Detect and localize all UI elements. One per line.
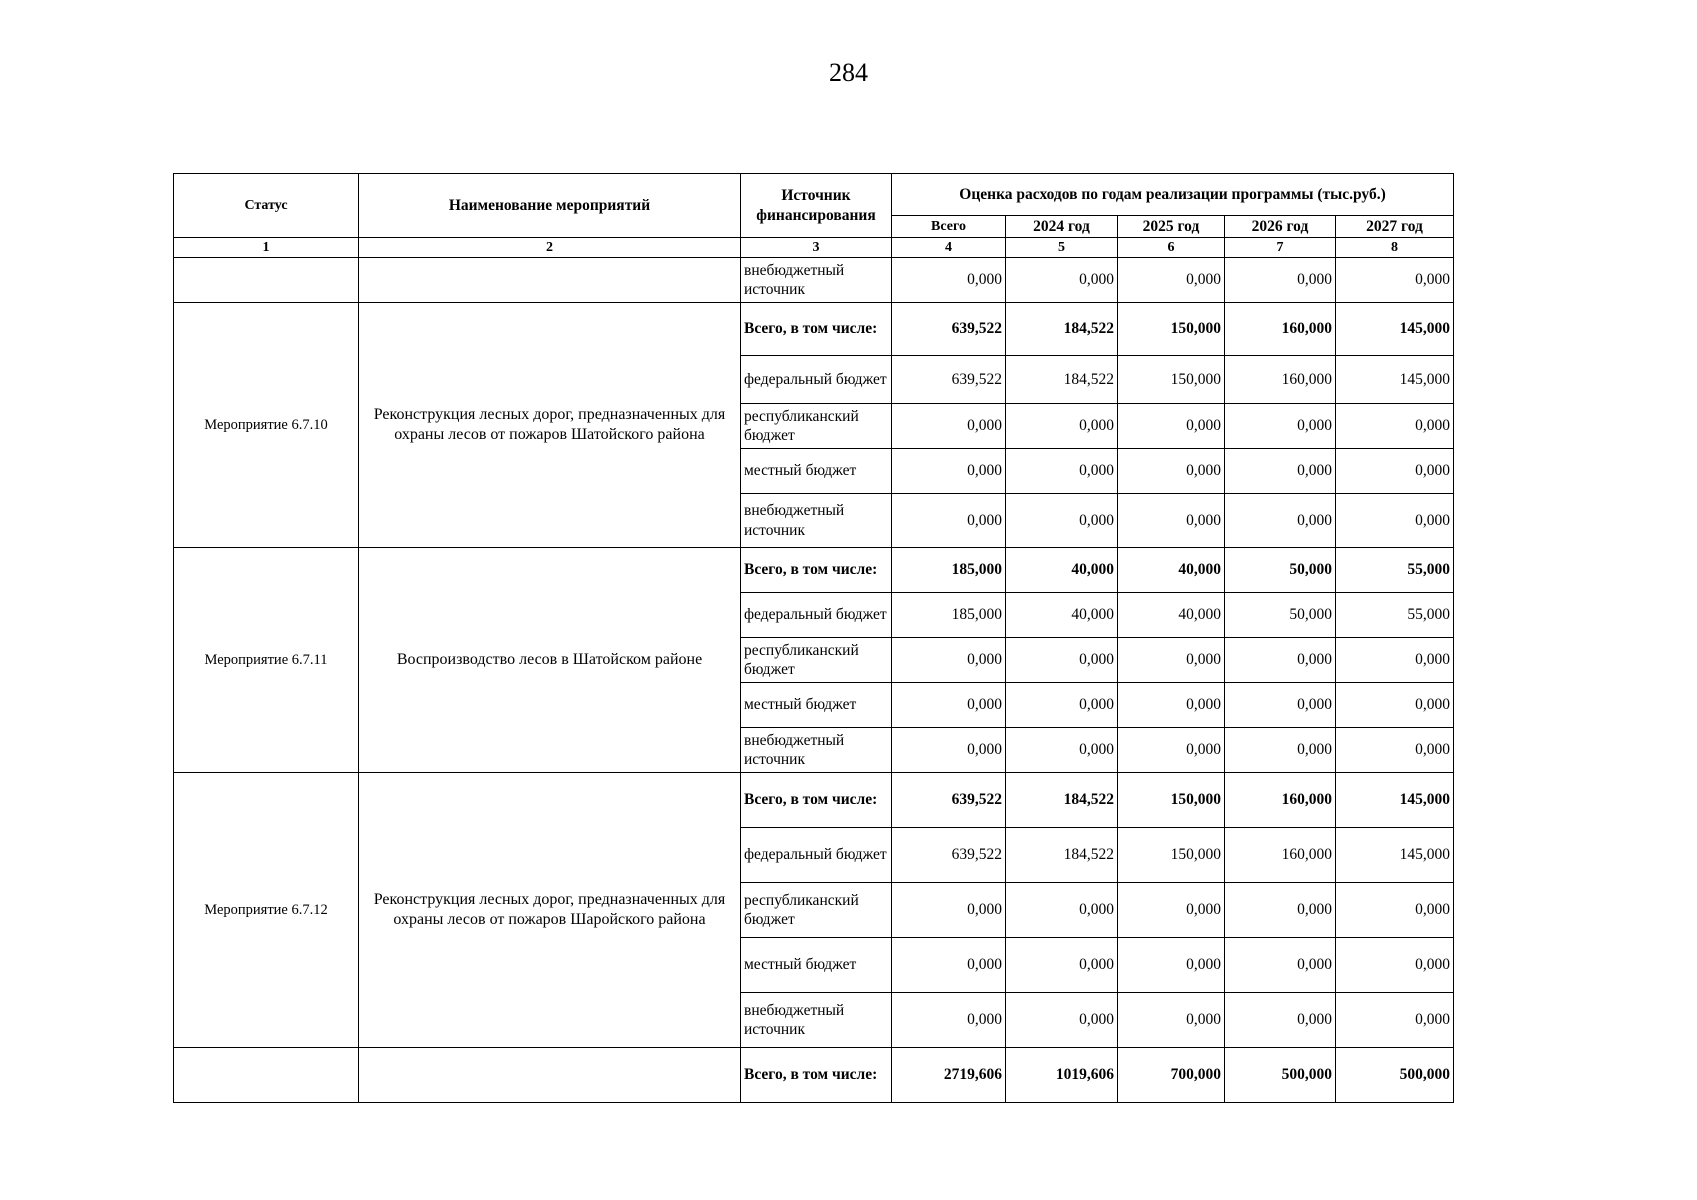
value-cell: 639,522	[892, 773, 1006, 828]
value-cell: 0,000	[1336, 404, 1454, 449]
col-number: 7	[1225, 238, 1336, 258]
value-cell: 184,522	[1006, 356, 1118, 404]
col-number: 6	[1118, 238, 1225, 258]
value-cell: 0,000	[1006, 883, 1118, 938]
value-cell: 160,000	[1225, 828, 1336, 883]
value-cell: 0,000	[1118, 494, 1225, 548]
table-row	[174, 258, 1454, 303]
value-cell: 2719,606	[892, 1048, 1006, 1103]
value-cell: 639,522	[892, 828, 1006, 883]
header-name: Наименование мероприятий	[359, 174, 741, 238]
status-cell: Мероприятие 6.7.11	[174, 548, 359, 773]
value-cell: 0,000	[1225, 449, 1336, 494]
source-cell: Всего, в том числе:	[741, 548, 892, 593]
value-cell: 0,000	[1006, 449, 1118, 494]
value-cell: 0,000	[1336, 728, 1454, 773]
value-cell: 0,000	[892, 638, 1006, 683]
value-cell: 0,000	[1118, 638, 1225, 683]
value-cell: 0,000	[1336, 993, 1454, 1048]
value-cell: 0,000	[1336, 938, 1454, 993]
value-cell: 55,000	[1336, 548, 1454, 593]
measure-name-cell: Воспроизводство лесов в Шатойском районе	[359, 548, 741, 773]
value-cell: 1019,606	[1006, 1048, 1118, 1103]
value-cell: 160,000	[1225, 303, 1336, 356]
value-cell: 40,000	[1006, 548, 1118, 593]
value-cell: 185,000	[892, 593, 1006, 638]
source-cell: Всего, в том числе:	[741, 1048, 892, 1103]
measure-name-cell: Реконструкция лесных дорог, предназначенных для охраны лесов от пожаров Шаройского района	[359, 773, 741, 1048]
header-2027: 2027 год	[1336, 216, 1454, 238]
value-cell: 0,000	[1006, 638, 1118, 683]
value-cell: 150,000	[1118, 828, 1225, 883]
source-cell: Всего, в том числе:	[741, 773, 892, 828]
value-cell: 639,522	[892, 303, 1006, 356]
value-cell: 500,000	[1336, 1048, 1454, 1103]
col-number: 4	[892, 238, 1006, 258]
source-cell: федеральный бюджет	[741, 593, 892, 638]
header-2025: 2025 год	[1118, 216, 1225, 238]
value-cell: 0,000	[1336, 883, 1454, 938]
value-cell: 184,522	[1006, 303, 1118, 356]
value-cell: 0,000	[1006, 494, 1118, 548]
measure-name-cell: Реконструкция лесных дорог, предназначенных для охраны лесов от пожаров Шатойского района	[359, 303, 741, 548]
source-cell: федеральный бюджет	[741, 356, 892, 404]
col-number: 3	[741, 238, 892, 258]
value-cell: 145,000	[1336, 773, 1454, 828]
value-cell: 500,000	[1225, 1048, 1336, 1103]
empty-cell	[359, 258, 741, 303]
value-cell: 0,000	[1006, 683, 1118, 728]
source-cell: республиканский бюджет	[741, 404, 892, 449]
source-cell: внебюджетный источник	[741, 993, 892, 1048]
value-cell: 0,000	[892, 404, 1006, 449]
header-2024: 2024 год	[1006, 216, 1118, 238]
value-cell: 0,000	[1225, 404, 1336, 449]
value-cell: 0,000	[892, 494, 1006, 548]
source-cell: местный бюджет	[741, 683, 892, 728]
value-cell: 0,000	[1118, 683, 1225, 728]
source-cell: Всего, в том числе:	[741, 303, 892, 356]
source-cell: внебюджетный источник	[741, 728, 892, 773]
value-cell: 145,000	[1336, 303, 1454, 356]
value-cell: 50,000	[1225, 548, 1336, 593]
value-cell: 0,000	[892, 449, 1006, 494]
value-cell: 145,000	[1336, 828, 1454, 883]
source-cell: республиканский бюджет	[741, 883, 892, 938]
header-row-top	[174, 174, 1454, 216]
value-cell: 0,000	[1336, 258, 1454, 303]
col-number: 5	[1006, 238, 1118, 258]
value-cell: 0,000	[1225, 638, 1336, 683]
column-number-row	[174, 238, 1454, 258]
budget-table	[173, 173, 1454, 1103]
value-cell: 0,000	[1225, 258, 1336, 303]
value-cell: 0,000	[1118, 728, 1225, 773]
header-2026: 2026 год	[1225, 216, 1336, 238]
value-cell: 0,000	[1336, 638, 1454, 683]
empty-cell	[174, 258, 359, 303]
value-cell: 0,000	[1118, 883, 1225, 938]
value-cell: 184,522	[1006, 828, 1118, 883]
value-cell: 160,000	[1225, 356, 1336, 404]
value-cell: 0,000	[1006, 938, 1118, 993]
value-cell: 0,000	[892, 993, 1006, 1048]
value-cell: 185,000	[892, 548, 1006, 593]
value-cell: 40,000	[1118, 593, 1225, 638]
header-estimate: Оценка расходов по годам реализации программы (тыс.руб.)	[892, 174, 1454, 216]
status-cell: Мероприятие 6.7.12	[174, 773, 359, 1048]
value-cell: 0,000	[892, 938, 1006, 993]
value-cell: 0,000	[892, 683, 1006, 728]
value-cell: 150,000	[1118, 773, 1225, 828]
empty-cell	[174, 1048, 359, 1103]
value-cell: 0,000	[1336, 494, 1454, 548]
value-cell: 0,000	[892, 728, 1006, 773]
col-number: 8	[1336, 238, 1454, 258]
source-cell: республиканский бюджет	[741, 638, 892, 683]
empty-cell	[359, 1048, 741, 1103]
value-cell: 0,000	[892, 258, 1006, 303]
value-cell: 50,000	[1225, 593, 1336, 638]
value-cell: 0,000	[892, 883, 1006, 938]
table-row	[174, 1048, 1454, 1103]
value-cell: 700,000	[1118, 1048, 1225, 1103]
value-cell: 639,522	[892, 356, 1006, 404]
value-cell: 184,522	[1006, 773, 1118, 828]
table-row	[174, 773, 1454, 828]
table-row	[174, 548, 1454, 593]
source-cell: федеральный бюджет	[741, 828, 892, 883]
table-row	[174, 303, 1454, 356]
value-cell: 145,000	[1336, 356, 1454, 404]
value-cell: 0,000	[1006, 404, 1118, 449]
source-cell: внебюджетный источник	[741, 494, 892, 548]
page-number: 284	[829, 58, 868, 87]
value-cell: 0,000	[1118, 449, 1225, 494]
value-cell: 0,000	[1336, 683, 1454, 728]
value-cell: 0,000	[1225, 938, 1336, 993]
header-total: Всего	[892, 216, 1006, 238]
value-cell: 0,000	[1225, 683, 1336, 728]
source-cell: местный бюджет	[741, 449, 892, 494]
value-cell: 0,000	[1006, 728, 1118, 773]
value-cell: 40,000	[1006, 593, 1118, 638]
value-cell: 0,000	[1336, 449, 1454, 494]
value-cell: 0,000	[1006, 258, 1118, 303]
value-cell: 160,000	[1225, 773, 1336, 828]
value-cell: 0,000	[1118, 258, 1225, 303]
header-source: Источник финансирования	[741, 174, 892, 238]
value-cell: 150,000	[1118, 356, 1225, 404]
source-cell: внебюджетный источник	[741, 258, 892, 303]
value-cell: 0,000	[1118, 938, 1225, 993]
value-cell: 0,000	[1225, 993, 1336, 1048]
value-cell: 0,000	[1118, 404, 1225, 449]
value-cell: 0,000	[1118, 993, 1225, 1048]
status-cell: Мероприятие 6.7.10	[174, 303, 359, 548]
value-cell: 0,000	[1225, 728, 1336, 773]
value-cell: 55,000	[1336, 593, 1454, 638]
value-cell: 0,000	[1225, 494, 1336, 548]
value-cell: 150,000	[1118, 303, 1225, 356]
col-number: 2	[359, 238, 741, 258]
header-status: Статус	[174, 174, 359, 238]
source-cell: местный бюджет	[741, 938, 892, 993]
value-cell: 0,000	[1006, 993, 1118, 1048]
value-cell: 0,000	[1225, 883, 1336, 938]
col-number: 1	[174, 238, 359, 258]
value-cell: 40,000	[1118, 548, 1225, 593]
